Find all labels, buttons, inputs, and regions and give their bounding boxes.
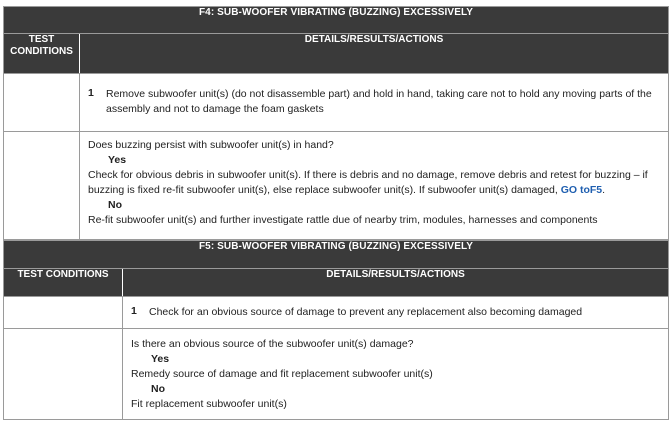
f5-results-cell — [123, 329, 669, 420]
f5-no-label: No — [151, 383, 165, 395]
f5-results-condition-cell — [4, 329, 123, 420]
f4-step-text: Remove subwoofer unit(s) (do not disassemble part) and hold in hand, taking care not to hold any moving parts of the assembly and not to damage the foam gaskets — [106, 88, 652, 115]
go-to-f5-link[interactable]: GO toF5 — [560, 184, 603, 196]
f4-step-number: 1 — [88, 87, 94, 99]
f4-title: F4: SUB-WOOFER VIBRATING (BUZZING) EXCESSIVELY — [4, 7, 669, 34]
f5-procedure-table — [3, 240, 669, 420]
f5-title: F5: SUB-WOOFER VIBRATING (BUZZING) EXCESSIVELY — [4, 241, 669, 269]
f5-step-number: 1 — [131, 305, 137, 317]
f4-yes-label: Yes — [108, 154, 127, 166]
f5-step1-cell — [123, 297, 669, 329]
f5-details-header: DETAILS/RESULTS/ACTIONS — [123, 269, 669, 297]
f5-step1-condition-cell — [4, 297, 123, 329]
f4-results-cell — [80, 132, 669, 240]
f4-yes-text: Check for obvious debris in subwoofer unit(s). If there is debris and no damage, remove debris and retest for buzzing – if buzzing is fixed re-fit subwoofer unit(s), else replace subwoofer unit(s). If subwoofer unit(s) damaged, — [88, 169, 648, 196]
f5-step-text: Check for an obvious source of damage to prevent any replacement also becoming damaged — [149, 306, 583, 318]
f4-yes-action — [88, 168, 660, 198]
f5-yes-action: Remedy source of damage and fit replacement subwoofer unit(s) — [131, 368, 433, 380]
f4-no-label: No — [108, 199, 122, 211]
f4-no-action: Re-fit subwoofer unit(s) and further investigate rattle due of nearby trim, modules, harnesses and components — [88, 214, 598, 226]
f5-yes-label: Yes — [151, 353, 170, 365]
f4-results-condition-cell — [4, 132, 80, 240]
f4-yes-tail: . — [602, 184, 606, 196]
f5-question: Is there an obvious source of the subwoofer unit(s) damage? — [131, 338, 414, 350]
f4-question: Does buzzing persist with subwoofer unit(s) in hand? — [88, 139, 334, 151]
f5-test-conditions-header: TEST CONDITIONS — [4, 269, 123, 297]
f4-step1-cell — [80, 74, 669, 132]
f4-step1-condition-cell — [4, 74, 80, 132]
f4-test-conditions-header: TEST CONDITIONS — [4, 34, 80, 74]
f4-details-header: DETAILS/RESULTS/ACTIONS — [80, 34, 669, 74]
f4-procedure-table — [3, 6, 669, 240]
f5-no-action: Fit replacement subwoofer unit(s) — [131, 398, 287, 410]
